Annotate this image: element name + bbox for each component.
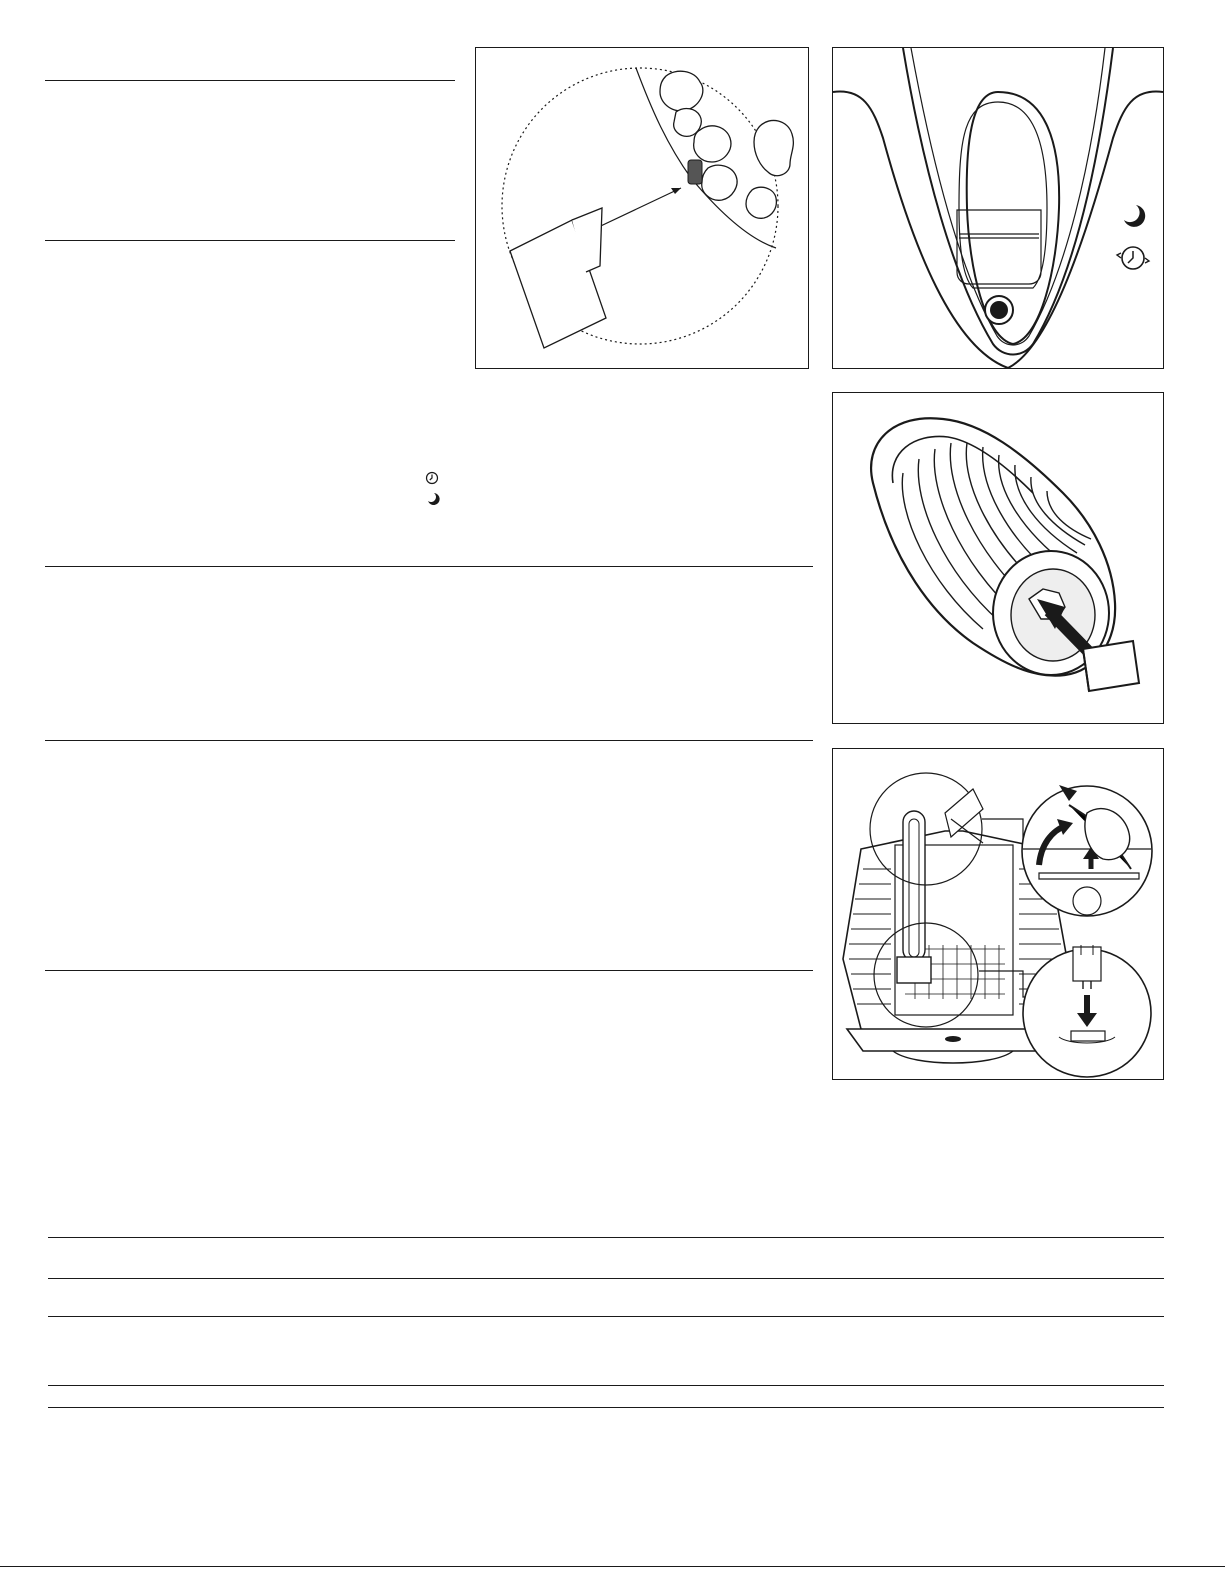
- control-panel-icon: [833, 48, 1163, 368]
- section-rule-1: [45, 80, 455, 81]
- section-rule-5: [45, 970, 813, 971]
- placement-diagram-icon: [476, 48, 808, 368]
- section-rule-3: [45, 566, 813, 567]
- attractant-insert-icon: [833, 393, 1163, 723]
- table-rule-3: [48, 1316, 1164, 1317]
- table-rule-4: [48, 1385, 1164, 1386]
- table-rule-5: [48, 1407, 1164, 1408]
- table-rule-2: [48, 1278, 1164, 1279]
- night-mode-icon: [424, 490, 440, 506]
- bulb-replacement-icon: [833, 749, 1163, 1079]
- table-rule-1: [48, 1237, 1164, 1238]
- footer-rule: [0, 1566, 1225, 1567]
- bulb-replacement-figure: [832, 748, 1164, 1080]
- section-rule-4: [45, 740, 813, 741]
- timer-icon: [424, 470, 440, 486]
- placement-diagram-figure: [475, 47, 809, 369]
- attractant-insert-figure: [832, 392, 1164, 724]
- control-panel-figure: [832, 47, 1164, 369]
- section-rule-2: [45, 240, 455, 241]
